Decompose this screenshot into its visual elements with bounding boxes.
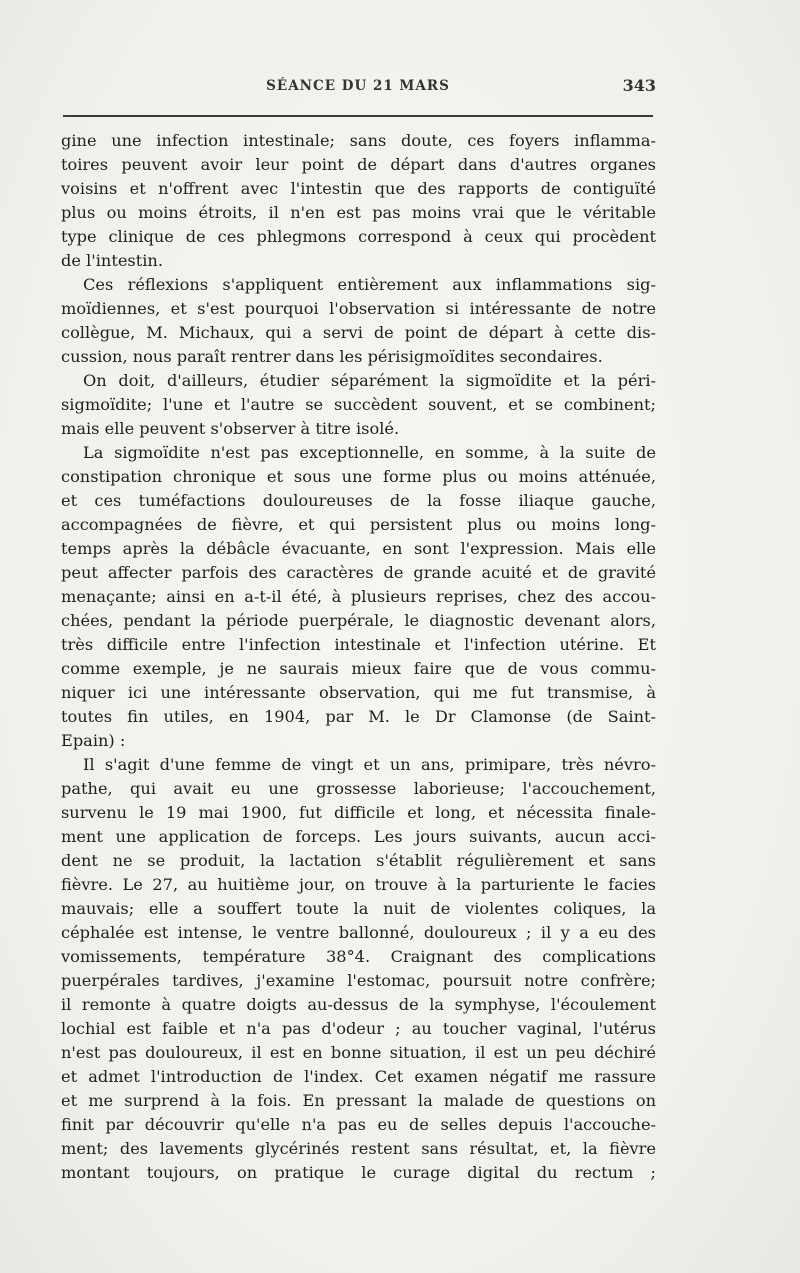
text-line: lochial est faible et n'a pas d'odeur ; au toucher vaginal, l'utérus [61,1019,656,1038]
text-line: fièvre. Le 27, au huitième jour, on trouve à la parturiente le facies [61,875,656,894]
text-line: et me surprend à la fois. En pressant la malade de questions on [61,1091,656,1110]
text-line: type clinique de ces phlegmons correspond à ceux qui procèdent [61,227,656,246]
text-line: La sigmoïdite n'est pas exceptionnelle, en somme, à la suite de [83,443,656,462]
text-line: peut affecter parfois des caractères de grande acuité et de gravité [61,563,656,582]
text-line: On doit, d'ailleurs, étudier séparément la sigmoïdite et la péri- [83,371,656,390]
text-line: toires peuvent avoir leur point de départ dans d'autres organes [61,155,656,174]
text-line: toutes fin utiles, en 1904, par M. le Dr Clamonse (de Saint- [61,707,656,726]
text-line: Epain) : [61,731,126,750]
text-line: mauvais; elle a souffert toute la nuit de violentes coliques, la [61,899,656,918]
running-header [60,74,656,100]
body-text [61,129,656,1185]
text-line: de l'intestin. [61,251,163,270]
text-line: plus ou moins étroits, il n'en est pas moins vrai que le véritable [61,203,656,222]
text-line: menaçante; ainsi en a-t-il été, à plusieurs reprises, chez des accou- [61,587,656,606]
text-line: et admet l'introduction de l'index. Cet examen négatif me rassure [61,1067,656,1086]
text-line: pathe, qui avait eu une grossesse laborieuse; l'accouchement, [61,779,656,798]
text-line: très difficile entre l'infection intestinale et l'infection utérine. Et [61,635,656,654]
paragraph [61,129,656,273]
header-rule [63,115,653,117]
text-line: sigmoïdite; l'une et l'autre se succèdent souvent, et se combinent; [61,395,656,414]
text-line: n'est pas douloureux, il est en bonne situation, il est un peu déchiré [61,1043,656,1062]
text-line: céphalée est intense, le ventre ballonné, douloureux ; il y a eu des [61,923,656,942]
text-line: niquer ici une intéressante observation, qui me fut transmise, à [61,683,656,702]
text-line: ment; des lavements glycérinés restent sans résultat, et, la fièvre [61,1139,656,1158]
text-line: et ces tuméfactions douloureuses de la fosse iliaque gauche, [61,491,656,510]
text-line: comme exemple, je ne saurais mieux faire que de vous commu- [61,659,656,678]
text-line: ment une application de forceps. Les jours suivants, aucun acci- [61,827,656,846]
text-line: dent ne se produit, la lactation s'établit régulièrement et sans [61,851,656,870]
paragraph [61,753,656,1185]
paragraph [61,441,656,753]
running-title: SÉANCE DU 21 MARS [266,78,450,94]
text-line: montant toujours, on pratique le curage digital du rectum ; [61,1163,656,1182]
text-line: Ces réflexions s'appliquent entièrement aux inflammations sig- [83,275,656,294]
text-line: collègue, M. Michaux, qui a servi de point de départ à cette dis- [61,323,656,342]
text-line: gine une infection intestinale; sans doute, ces foyers inflamma- [61,131,656,150]
text-line: temps après la débâcle évacuante, en sont l'expression. Mais elle [61,539,656,558]
paragraph [61,369,656,441]
text-line: constipation chronique et sous une forme plus ou moins atténuée, [61,467,656,486]
text-line: finit par découvrir qu'elle n'a pas eu de selles depuis l'accouche- [61,1115,656,1134]
text-line: cussion, nous paraît rentrer dans les périsigmoïdites secondaires. [61,347,603,366]
text-line: moïdiennes, et s'est pourquoi l'observation si intéressante de notre [61,299,656,318]
text-line: il remonte à quatre doigts au-dessus de la symphyse, l'écoulement [61,995,656,1014]
page-number: 343 [622,76,656,95]
text-line: chées, pendant la période puerpérale, le diagnostic devenant alors, [61,611,656,630]
text-line: voisins et n'offrent avec l'intestin que des rapports de contiguïté [61,179,656,198]
text-line: vomissements, température 38°4. Craignant des complications [61,947,656,966]
paragraph [61,273,656,369]
text-line: puerpérales tardives, j'examine l'estomac, poursuit notre confrère; [61,971,656,990]
text-line: accompagnées de fièvre, et qui persistent plus ou moins long- [61,515,656,534]
text-line: Il s'agit d'une femme de vingt et un ans, primipare, très névro- [83,755,656,774]
text-line: mais elle peuvent s'observer à titre isolé. [61,419,400,438]
text-line: survenu le 19 mai 1900, fut difficile et long, et nécessita finale- [61,803,656,822]
